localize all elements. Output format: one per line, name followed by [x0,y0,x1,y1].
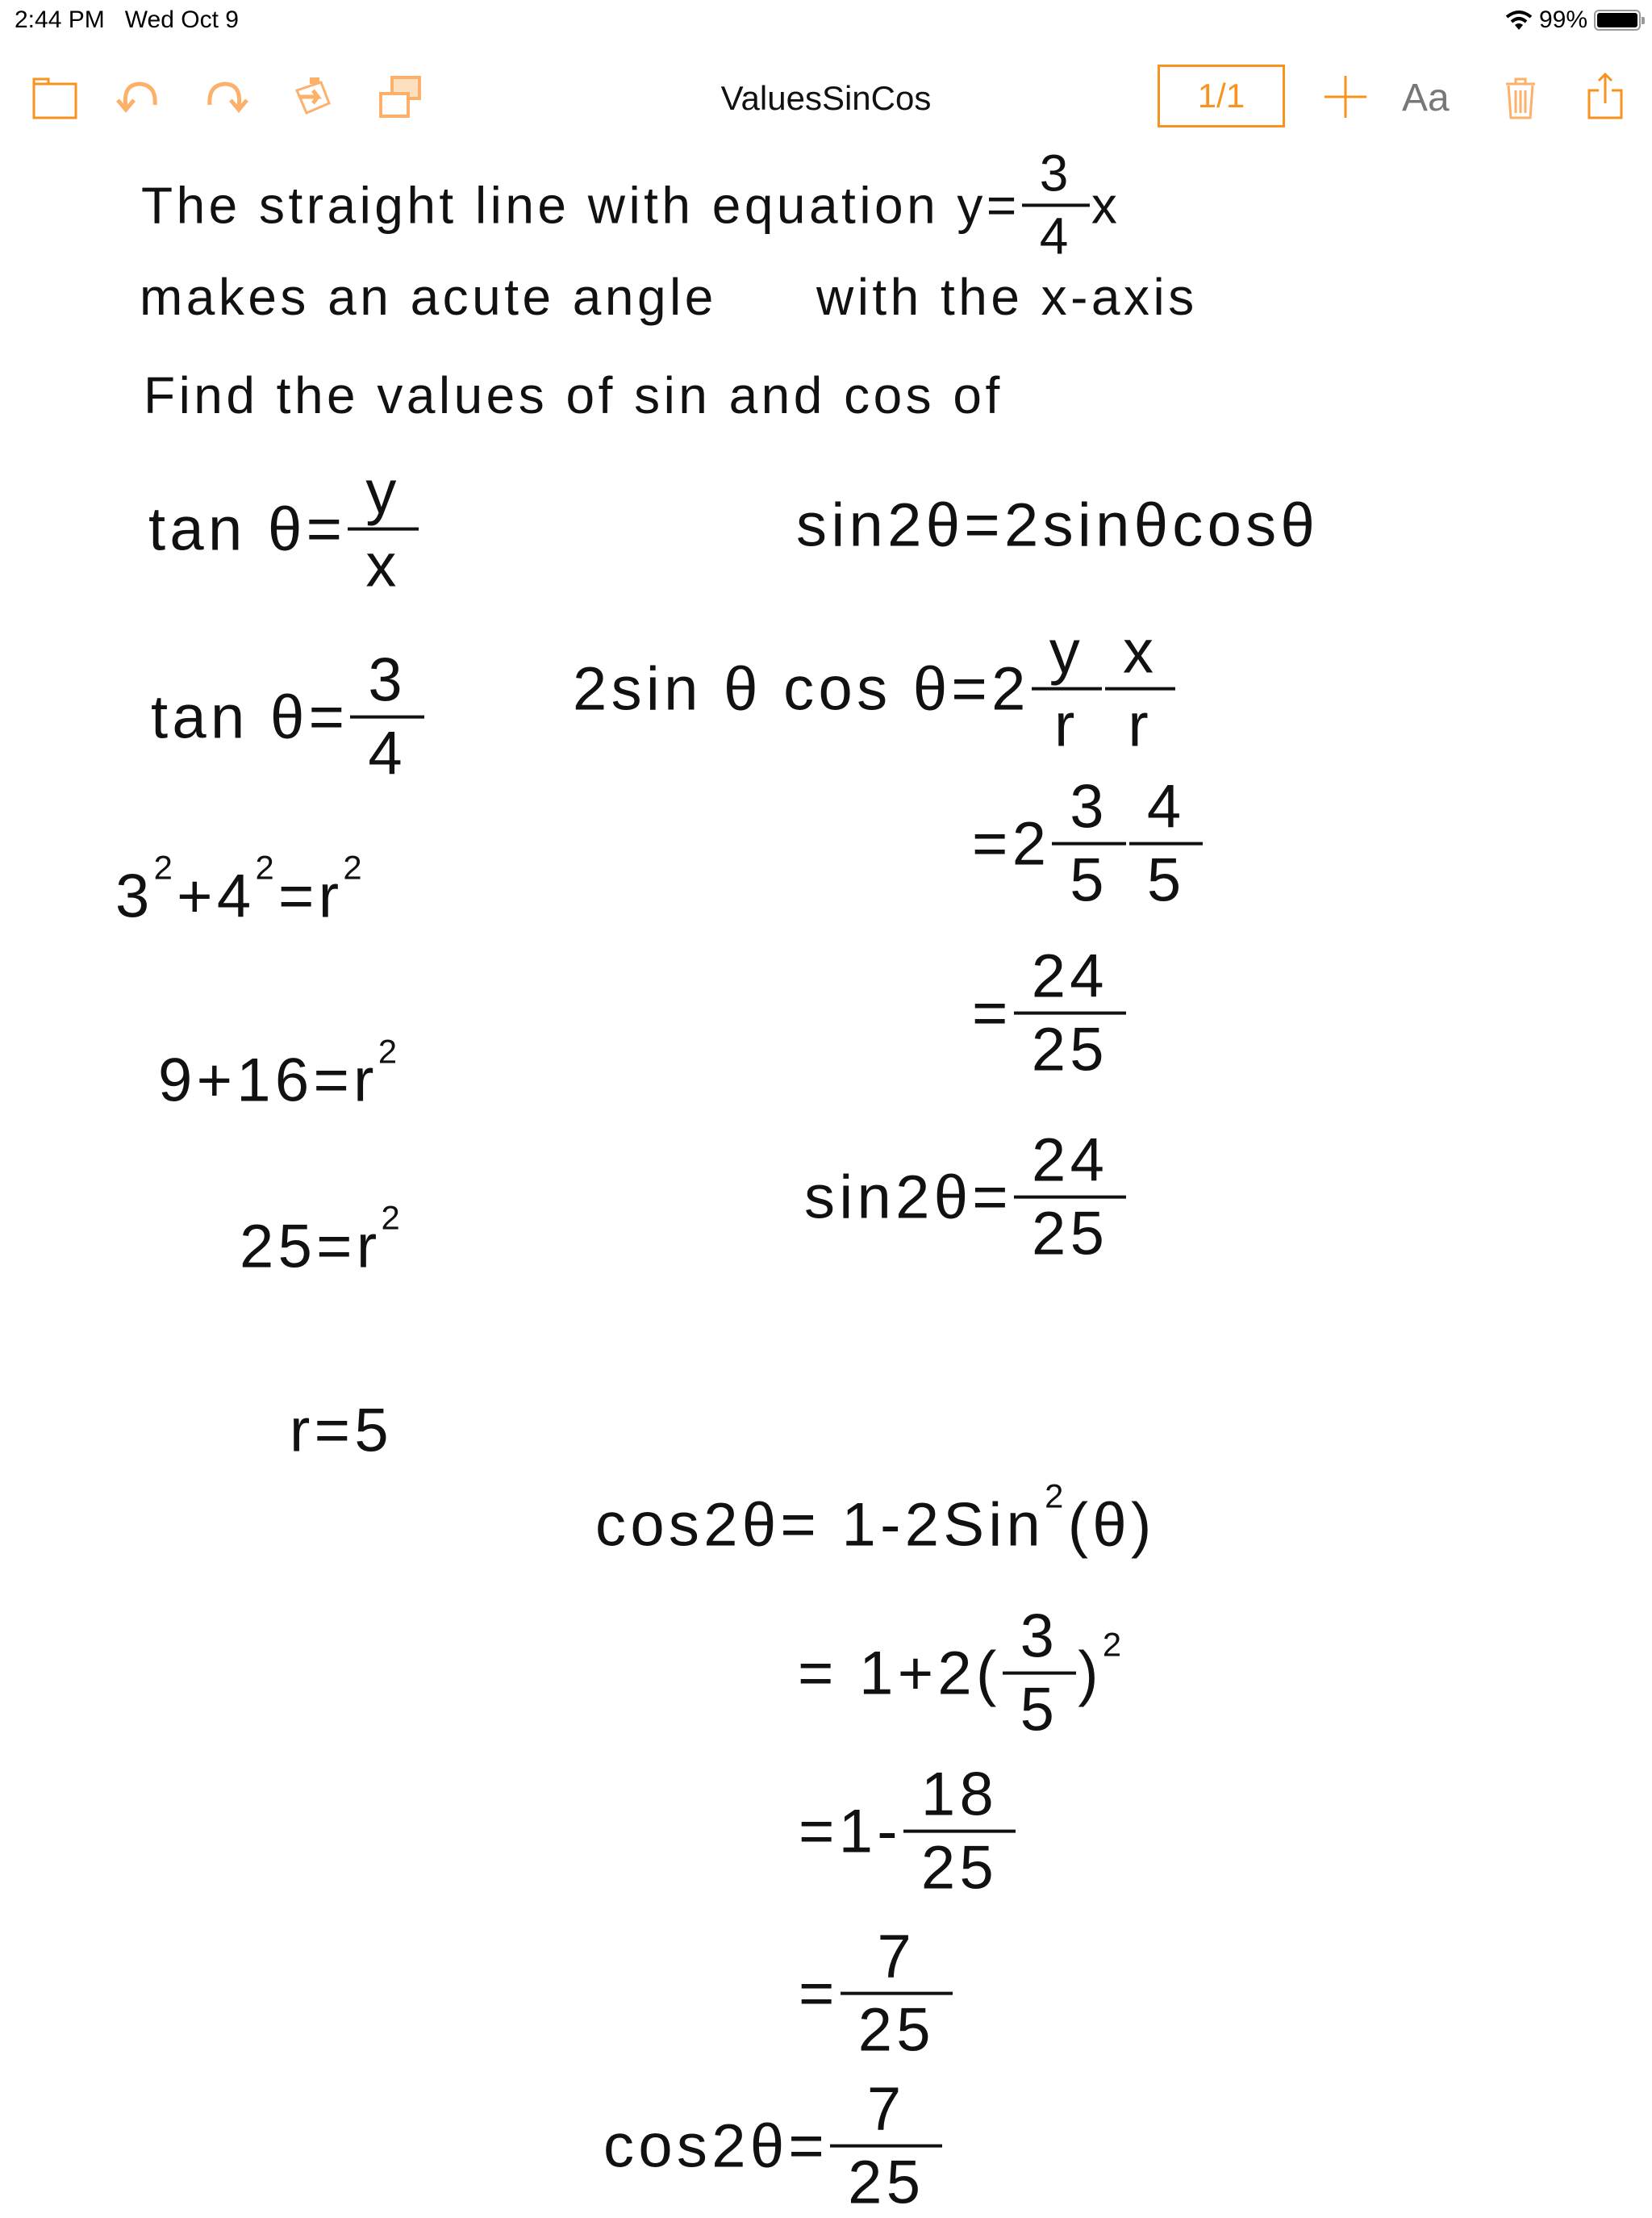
math-text: with the x-axis [816,268,1198,326]
math-fraction [830,2074,942,2218]
math-text: makes an acute angle [140,268,717,326]
math-text: Find the values of sin and cos of [144,366,1003,424]
document-title: ValuesSinCos [720,79,932,117]
math-exponent: 2 [1102,1625,1126,1664]
math-fraction [1014,1126,1126,1270]
math-line [972,942,1128,1086]
math-exponent: 2 [343,848,366,887]
math-text: The straight line with equation y= [141,176,1020,234]
math-text: = [799,1959,839,2028]
math-text: ) [1078,1639,1103,1708]
fraction-numerator: 7 [866,2074,906,2144]
battery-percent: 99% [1538,6,1587,33]
math-line [816,267,1198,327]
math-text: tan θ= [148,495,347,564]
math-fraction [1014,942,1126,1086]
fraction-numerator: 3 [1039,144,1072,203]
math-exponent: 2 [153,848,177,887]
math-text: = [972,979,1012,1048]
fraction-denominator: 5 [1070,846,1108,915]
math-text: tan θ= [151,683,349,752]
math-line [240,1198,405,1282]
math-line [799,1922,954,2066]
fraction-numerator: 7 [877,1922,916,1991]
math-line [141,144,1120,265]
status-time: 2:44 PM [15,6,105,33]
fraction-denominator: r [1128,691,1153,760]
math-line [115,848,366,932]
fraction-numerator: 3 [368,645,407,715]
math-exponent: 2 [381,1198,405,1237]
fraction-numerator: 24 [1032,1126,1109,1195]
status-indicators [1505,6,1641,34]
math-fraction [1105,617,1175,762]
fraction-numerator: y [365,457,401,527]
math-fraction [1003,1602,1077,1746]
fraction-denominator: 4 [1039,207,1072,265]
math-line [804,1126,1128,1270]
math-line [799,1760,1017,1904]
math-fraction [1052,772,1126,917]
math-text: 9+16=r [158,1046,378,1115]
math-text: =2 [972,809,1051,879]
math-line [148,457,420,602]
plus-icon[interactable] [1320,71,1371,123]
math-text: 3 [115,862,154,931]
math-line [972,772,1204,917]
math-text: +4 [177,862,256,931]
math-fraction [348,457,418,602]
math-line [796,491,1319,561]
fraction-denominator: 25 [857,1996,935,2065]
math-line [144,365,1003,425]
math-line [290,1396,393,1466]
fraction-denominator: 25 [920,1834,999,1903]
math-text: sin2θ= [804,1163,1012,1232]
math-line [158,1032,402,1116]
math-fraction [1022,144,1090,265]
fraction-denominator: 4 [368,720,407,788]
math-text: 25=r [240,1212,382,1281]
math-exponent: 2 [255,848,279,887]
math-line [603,2074,944,2218]
math-line [140,267,717,327]
fraction-numerator: x [1123,617,1158,687]
math-text: cos2θ= [603,2111,829,2181]
math-line [798,1602,1125,1746]
math-fraction [903,1760,1016,1904]
fraction-numerator: 24 [1031,942,1108,1011]
share-icon[interactable] [1579,71,1631,123]
math-line [573,617,1177,762]
math-text: =r [278,862,344,931]
math-text: (θ) [1067,1490,1156,1560]
page-indicator-button[interactable]: 1/1 [1158,65,1285,127]
trash-icon[interactable] [1495,71,1546,123]
battery-icon [1594,10,1641,31]
math-fraction [1129,772,1204,917]
math-text: cos2θ= 1-2Sin [595,1490,1045,1560]
math-text: r=5 [290,1396,393,1465]
fraction-numerator: 3 [1070,772,1108,842]
math-text: sin2θ=2sinθcosθ [796,491,1320,560]
wifi-icon [1505,10,1533,31]
fraction-denominator: x [365,532,401,600]
font-button[interactable]: Aa [1402,77,1450,119]
fraction-numerator: 18 [920,1760,999,1829]
math-text: =1- [799,1797,902,1866]
math-exponent: 2 [1045,1477,1068,1515]
math-fraction [350,645,424,790]
fraction-numerator: y [1049,617,1085,687]
math-fraction [1032,617,1102,762]
math-line [595,1477,1156,1560]
math-text: x [1091,176,1121,234]
fraction-denominator: 5 [1020,1676,1059,1744]
math-fraction [841,1922,953,2066]
status-time-date [15,6,239,34]
fraction-numerator: 3 [1020,1602,1059,1671]
fraction-denominator: r [1054,691,1079,760]
status-date: Wed Oct 9 [124,6,239,33]
fraction-denominator: 25 [1031,1016,1108,1084]
math-exponent: 2 [378,1032,402,1071]
fraction-denominator: 25 [848,2149,925,2217]
fraction-denominator: 25 [1032,1200,1109,1268]
math-text: = 1+2( [798,1639,1001,1708]
math-line [151,645,426,790]
math-text: 2sin θ cos θ=2 [573,654,1030,724]
fraction-denominator: 5 [1146,846,1186,915]
fraction-numerator: 4 [1146,772,1186,842]
